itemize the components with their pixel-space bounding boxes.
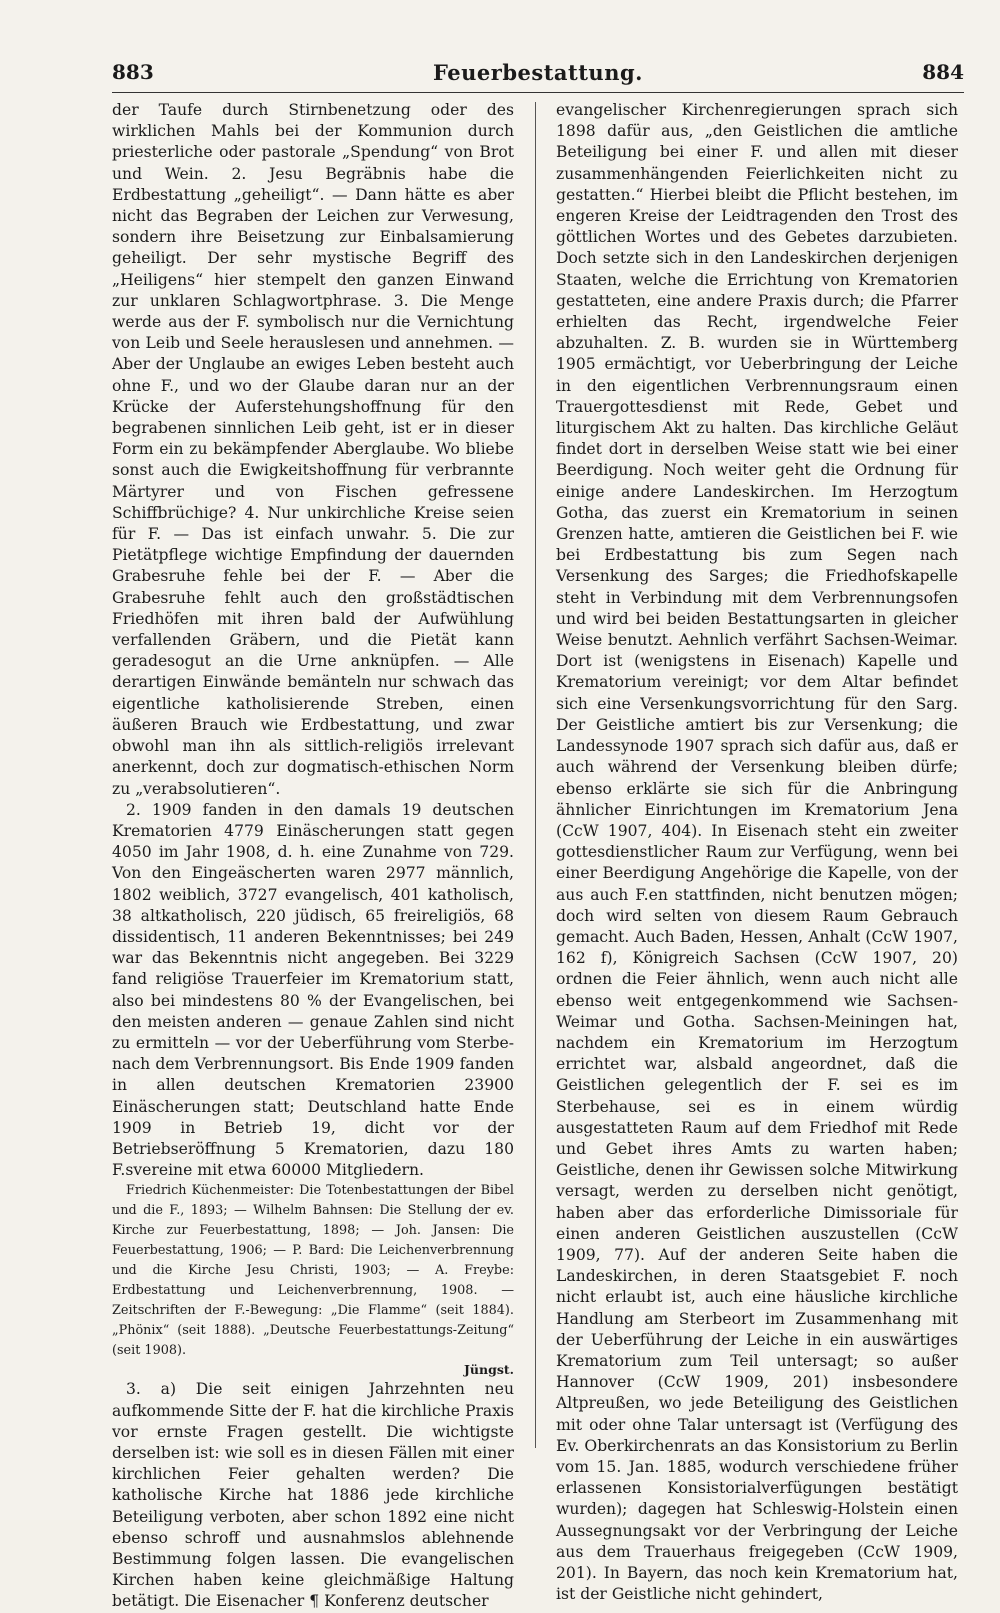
header-rule xyxy=(112,92,964,93)
paragraph: 3. a) Die seit einigen Jahrzehnten neu aufkommende Sitte der F. hat die kirchliche Praxis vor ernste Fragen gestellt. Die wichtigste derselben ist: wie soll es in diesen Fällen mit einer kirchlichen Feier gehalten werden? Die katholische Kirche hat 1886 jede kirchliche Beteiligung verboten, aber schon 1892 eine nicht ebenso schroff und ausnahmslos ablehnende Bestimmung folgen lassen. Die evangelischen Kirchen haben keine gleichmäßige Haltung betätigt. Die Eisenacher ¶ Konferenz deutscher xyxy=(112,1380,514,1611)
literature-list: Friedrich Küchenmeister: Die Totenbestattungen der Bibel und die F., 1893; — Wilhelm Bahnsen: Die Stellung der ev. Kirche zur Feuerbestattung, 1898; — Joh. Jansen: Die Feuerbestattung, 1906; — P. Bard: Die Leichenverbrennung und die Kirche Jesu Christi, 1903; — A. Freybe: Erdbestattung und Leichenverbrennung, 1908. — Zeitschriften der F.-Bewegung: „Die Flamme“ (seit 1884). „Phönix“ (seit 1888). „Deutsche Feuerbestattungs-Zeitung“ (seit 1908). xyxy=(112,1183,514,1359)
page-number-right: 884 xyxy=(922,60,964,84)
page-header xyxy=(112,60,964,94)
left-column xyxy=(112,100,514,1613)
paragraph: 2. 1909 fanden in den damals 19 deutschen Krematorien 4779 Einäscherungen statt gegen 4050 im Jahr 1908, d. h. eine Zunahme von 729. Von den Eingeäscherten waren 2977 männlich, 1802 weiblich, 3727 evangelisch, 401 katholisch, 38 altkatholisch, 220 jüdisch, 65 freireligiös, 68 dissidentisch, 11 anderen Bekenntnisses; bei 249 war das Bekenntnis nicht angegeben. Bei 3229 fand religiöse Trauerfeier im Krematorium statt, also bei mindestens 80 % der Evangelischen, bei den meisten anderen — genaue Zahlen sind nicht zu ermitteln — vor der Ueberführung vom Sterbe- nach dem Verbrennungsort. Bis Ende 1909 fanden in allen deutschen Krematorien 23900 Einäscherungen statt; Deutschland hatte Ende 1909 in Betrieb 19, dicht vor der Betriebseröffnung 5 Krematorien, dazu 180 F.svereine mit etwa 60000 Mitgliedern. xyxy=(112,800,514,1180)
column-divider xyxy=(535,102,536,1448)
author-signature: Jüngst. xyxy=(464,1362,514,1378)
running-title: Feuerbestattung. xyxy=(433,60,643,85)
paragraph: der Taufe durch Stirnbenetzung oder des wirklichen Mahls bei der Kommunion durch priesterliche oder pastorale „Spendung“ von Brot und Wein. 2. Jesu Begräbnis habe die Erdbestattung „geheiligt“. — Dann hätte es aber nicht das Begraben der Leichen zur Verwesung, sondern ihre Beisetzung zur Einbalsamierung geheiligt. Der sehr mystische Begriff des „Heiligens“ hier stempelt den ganzen Einwand zur unklaren Schlagwortphrase. 3. Die Menge werde aus der F. symbolisch nur die Vernichtung von Leib und Seele herauslesen und annehmen. — Aber der Unglaube an ewiges Leben besteht auch ohne F., und wo der Glaube daran nur an der Krücke der Auferstehungshoffnung für den begrabenen sinnlichen Leib geht, ist er in dieser Form ein zu bekämpfender Aberglaube. Wo bliebe sonst auch die Ewigkeitshoffnung für verbrannte Märtyrer und von Fischen gefressene Schiffbrüchige? 4. Nur unkirchliche Kreise seien für F. — Das ist einfach unwahr. 5. Die zur Pietätpflege wichtige Empfindung der dauernden Grabesruhe fehle bei der F. — Aber die Grabesruhe fehlt auch den großstädtischen Friedhöfen mit ihren bald der Aufwühlung verfallenden Gräbern, und die Pietät kann geradesogut an die Urne anknüpfen. — Alle derartigen Einwände bemänteln nur schwach das eigentliche katholisierende Streben, einen äußeren Brauch wie Erdbestattung, und zwar obwohl man ihn als sittlich-religiös irrelevant anerkennt, doch zur dogmatisch-ethischen Norm zu „verabsolutieren“. xyxy=(112,101,514,798)
page-number-left: 883 xyxy=(112,60,154,84)
right-column xyxy=(556,100,958,1605)
paragraph: evangelischer Kirchenregierungen sprach sich 1898 dafür aus, „den Geistlichen die amtliche Beteiligung bei einer F. und allen mit dieser zusammenhängenden Feierlichkeiten nicht zu gestatten.“ Hierbei bleibt die Pflicht bestehen, im engeren Kreise der Leidtragenden den Trost des göttlichen Wortes und des Gebetes darzubieten. Doch setzte sich in den Landeskirchen derjenigen Staaten, welche die Errichtung von Krematorien gestatteten, eine andere Praxis durch; die Pfarrer erhielten das Recht, irgendwelche Feier abzuhalten. Z. B. wurden sie in Württemberg 1905 ermächtigt, vor Ueberbringung der Leiche in den eigentlichen Verbrennungsraum einen Trauergottesdienst mit Rede, Gebet und liturgischem Akt zu halten. Das kirchliche Geläut findet dort in derselben Weise statt wie bei einer Beerdigung. Noch weiter geht die Ordnung für einige andere Landeskirchen. Im Herzogtum Gotha, das zuerst ein Krematorium in seinen Grenzen hatte, amtieren die Geistlichen bei F. wie bei Erdbestattung bis zum Segen nach Versenkung des Sarges; die Friedhofskapelle steht in Verbindung mit dem Verbrennungsofen und wird bei beiden Bestattungsarten in gleicher Weise benutzt. Aehnlich verfährt Sachsen-Weimar. Dort ist (wenigstens in Eisenach) Kapelle und Krematorium vereinigt; vor dem Altar befindet sich eine Versenkungsvorrichtung für den Sarg. Der Geistliche amtiert bis zur Versenkung; die Landessynode 1907 sprach sich dafür aus, daß er auch während der Versenkung bleiben dürfe; ebenso erklärte sie sich für die Anbringung ähnlicher Einrichtungen im Krematorium Jena (CcW 1907, 404). In Eisenach steht ein zweiter gottesdienstlicher Raum zur Verfügung, wenn bei einer Beerdigung Angehörige die Kapelle, von der aus auch F.en stattfinden, nicht benutzen mögen; doch wird selten von diesem Raum Gebrauch gemacht. Auch Baden, Hessen, Anhalt (CcW 1907, 162 f), Königreich Sachsen (CcW 1907, 20) ordnen die Feier ähnlich, wenn auch nicht alle ebenso weit entgegenkommend wie Sachsen-Weimar und Gotha. Sachsen-Meiningen hat, nachdem ein Krematorium im Herzogtum errichtet war, alsbald angeordnet, daß die Geistlichen gelegentlich der F. sei es im Sterbehause, sei es in einem würdig ausgestatteten Raum auf dem Friedhof mit Rede und Gebet ihres Amts zu warten haben; Geistliche, denen ihr Gewissen solche Mitwirkung versagt, werden zu derselben nicht genötigt, haben aber das erforderliche Dimissoriale für einen anderen Geistlichen auszustellen (CcW 1909, 77). Auf der anderen Seite haben die Landeskirchen, in deren Staatsgebiet F. noch nicht erlaubt ist, auch eine häusliche kirchliche Handlung am Sterbeort im Zusammenhang mit der Ueberführung der Leiche in ein auswärtiges Krematorium zum Teil untersagt; so außer Hannover (CcW 1909, 201) insbesondere Altpreußen, wo jede Beteiligung des Geistlichen mit oder ohne Talar untersagt ist (Verfügung des Ev. Oberkirchenrats an das Konsistorium zu Berlin vom 15. Jan. 1885, wodurch verschiedene früher erlassenen Konsistorialverfügungen bestätigt wurden); dagegen hat Schleswig-Holstein einen Aussegnungsakt vor der Verbringung der Leiche aus dem Trauerhaus freigegeben (CcW 1909, 201). In Bayern, das noch kein Krematorium hat, ist der Geistliche nicht gehindert, xyxy=(556,101,958,1604)
